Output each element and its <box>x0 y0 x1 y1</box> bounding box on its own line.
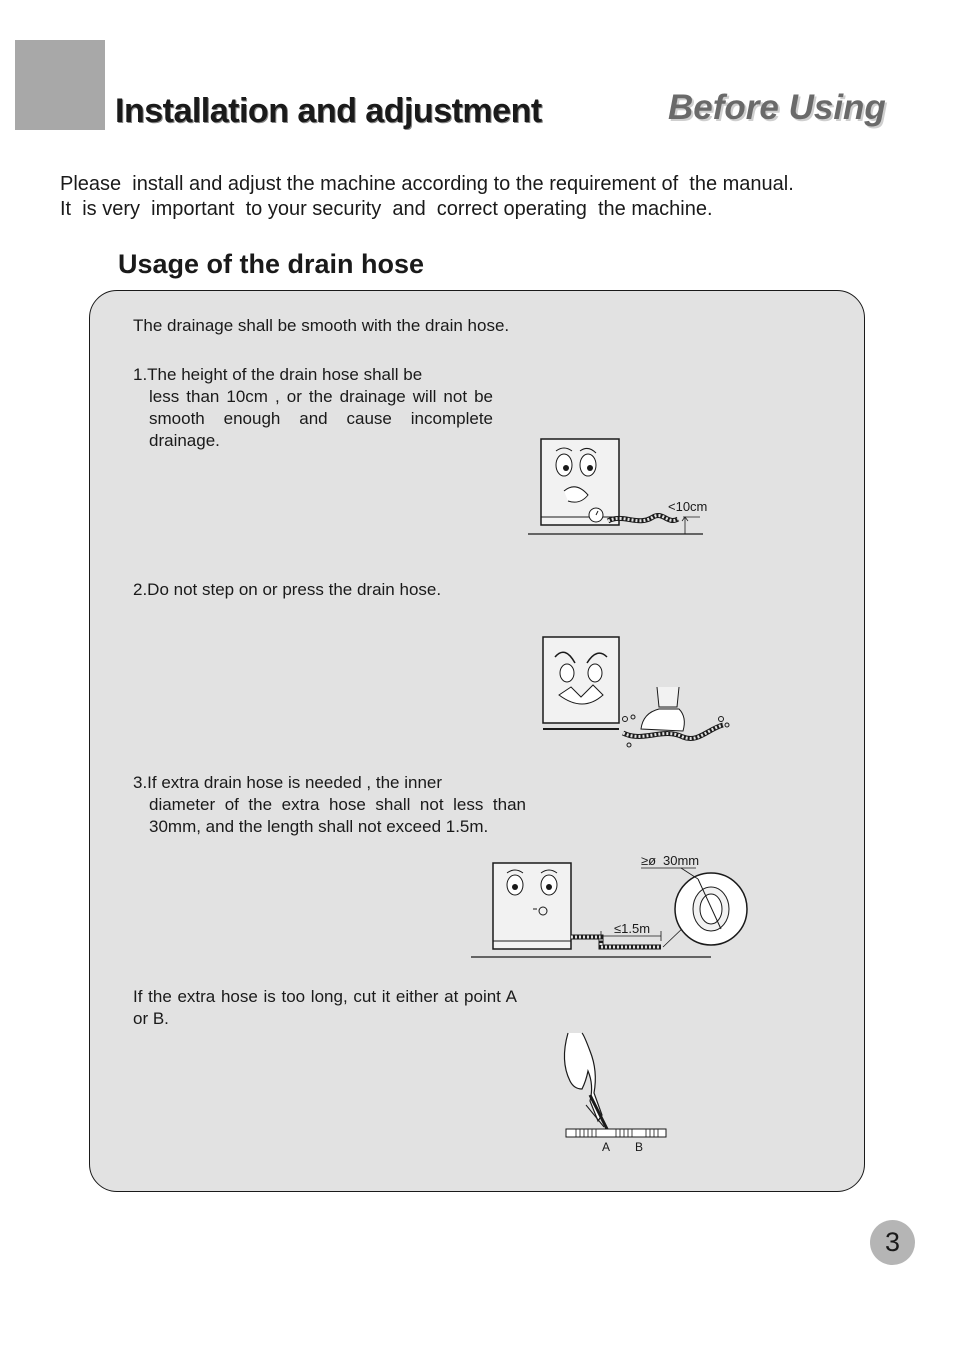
height-limit-label: <10cm <box>668 499 708 514</box>
instruction-item-3-first: 3.If extra drain hose is needed , the inner <box>133 773 443 792</box>
instruction-item-1 <box>133 364 493 452</box>
drain-hose-heading: Usage of the drain hose <box>118 249 425 279</box>
step-on-hose-illustration <box>533 633 733 757</box>
drain-hose-panel <box>89 290 865 1192</box>
intro-line-1: Please install and adjust the machine according to the requirement of the manual. <box>60 173 794 195</box>
cut-hose-illustration <box>560 1031 675 1156</box>
instruction-item-2: 2.Do not step on or press the drain hose. <box>133 580 442 599</box>
instruction-item-3 <box>133 772 526 838</box>
page-number: 3 <box>870 1220 915 1265</box>
hose-diameter-label: 30mm <box>663 853 700 868</box>
page-title: Installation and adjustment <box>115 92 542 130</box>
drain-hose-lead: The drainage shall be smooth with the drain hose. <box>133 316 510 335</box>
instruction-item-4: If the extra hose is too long, cut it either at point A or B. <box>133 987 517 1028</box>
hose-height-illustration <box>528 431 718 541</box>
extra-hose-illustration <box>471 851 756 963</box>
diameter-symbol: ≥ø <box>641 853 657 868</box>
header-corner-block <box>15 40 105 130</box>
hose-length-label: ≤1.5m <box>614 921 651 936</box>
cut-point-b: B <box>635 1140 644 1154</box>
instruction-item-1-first: 1.The height of the drain hose shall be <box>133 365 423 384</box>
intro-paragraph <box>60 172 920 222</box>
cut-point-a: A <box>602 1140 611 1154</box>
instruction-item-3-rest: diameter of the extra hose shall not less than 30mm, and the length shall not exceed 1.5m. <box>149 795 526 836</box>
section-title: Before Using <box>668 88 886 127</box>
instruction-item-1-rest: less than 10cm , or the drainage will not be smooth enough and cause incomplete drainage. <box>149 387 493 450</box>
intro-line-2: It is very important to your security and correct operating the machine. <box>60 198 713 220</box>
